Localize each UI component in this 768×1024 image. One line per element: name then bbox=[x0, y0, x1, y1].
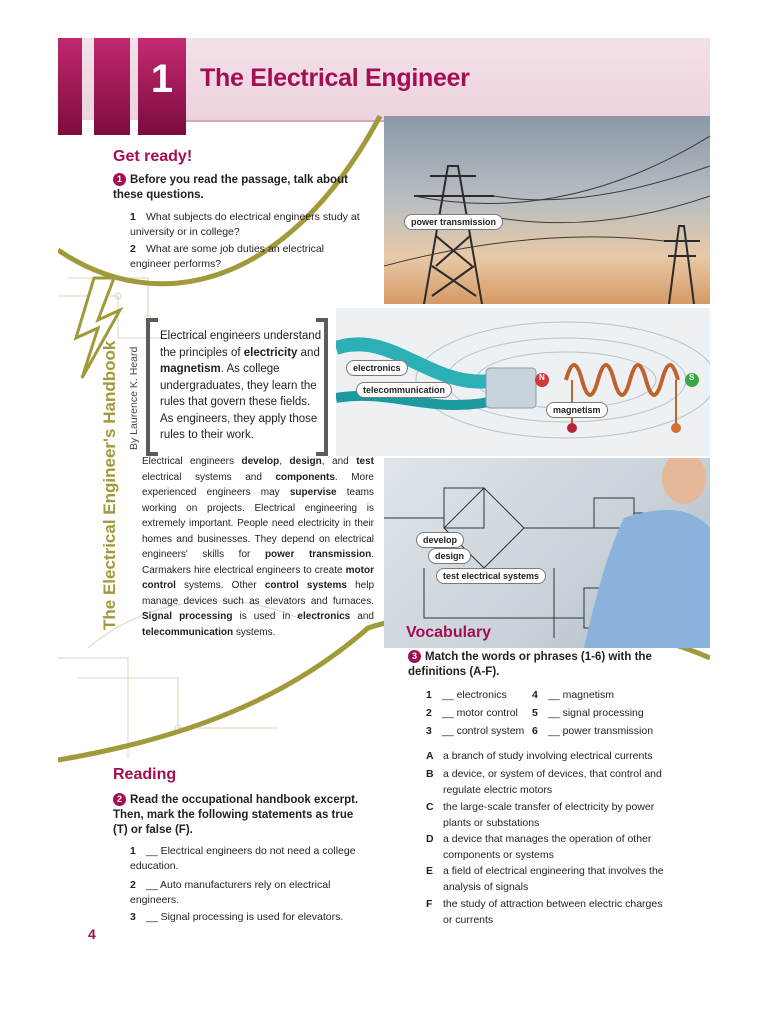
statement-text: __ Signal processing is used for elevators. bbox=[146, 911, 344, 923]
north-pole-label: N bbox=[539, 373, 545, 382]
handbook-title: The Electrical Engineer's Handbook bbox=[100, 340, 119, 630]
handbook-side-title bbox=[100, 341, 120, 630]
page-number: 4 bbox=[88, 926, 96, 942]
bold-term: electronics bbox=[297, 611, 351, 622]
vocabulary-item bbox=[532, 688, 614, 703]
bold-term: electricity bbox=[243, 346, 298, 359]
bold-term: supervise bbox=[289, 487, 337, 498]
definition-text: a field of electrical engineering that involves the analysis of signals bbox=[443, 865, 664, 893]
step-number: 3 bbox=[408, 650, 421, 663]
bold-term: components bbox=[275, 471, 335, 483]
definition-letter: C bbox=[426, 801, 434, 813]
item-text: __ motor control bbox=[442, 707, 518, 719]
definition-text: the study of attraction between electric charges or currents bbox=[443, 898, 663, 926]
step-number: 1 bbox=[113, 173, 126, 186]
bold-term: design bbox=[289, 456, 322, 467]
text-run: . More experienced engineers may bbox=[142, 471, 374, 498]
definition-letter: E bbox=[426, 865, 434, 877]
statement-number: 2 bbox=[130, 879, 136, 891]
label-telecommunication: telecommunication bbox=[356, 382, 452, 398]
bold-term: magnetism bbox=[160, 363, 221, 375]
item-text: __ electronics bbox=[442, 689, 507, 701]
instruction-text: Read the occupational handbook excerpt. Then, mark the following statements as true (T) or false (F). bbox=[113, 794, 359, 836]
text-run: and bbox=[297, 346, 320, 359]
definition-letter: F bbox=[426, 898, 433, 910]
south-pole-label: S bbox=[689, 373, 695, 382]
text-run: systems. bbox=[233, 626, 276, 638]
step-number: 2 bbox=[113, 793, 126, 806]
definition-text: a branch of study involving electrical currents bbox=[443, 750, 653, 762]
statement-number: 3 bbox=[130, 911, 136, 923]
question-item bbox=[130, 242, 360, 272]
get-ready-instruction bbox=[113, 173, 358, 203]
statement-text: __ Auto manufacturers rely on electrical engineers. bbox=[130, 879, 331, 906]
definition-item bbox=[426, 800, 666, 831]
instruction-text: Before you read the passage, talk about these questions. bbox=[113, 174, 348, 201]
vocabulary-item bbox=[532, 706, 644, 721]
handbook-quote bbox=[160, 328, 325, 444]
magnetism-photo bbox=[336, 308, 710, 456]
get-ready-heading: Get ready! bbox=[113, 148, 193, 165]
quote-bracket-left bbox=[146, 318, 158, 456]
text-run: , bbox=[279, 456, 290, 467]
bold-term: develop bbox=[241, 456, 280, 467]
definition-item bbox=[426, 749, 666, 765]
text-run: help manage devices such as elevators and furnaces. bbox=[142, 580, 375, 607]
handbook-author bbox=[124, 347, 142, 450]
question-number: 2 bbox=[130, 243, 136, 255]
vocabulary-item bbox=[426, 706, 518, 721]
engineer-schematic-photo bbox=[384, 458, 710, 648]
definition-letter: D bbox=[426, 833, 434, 845]
text-run: electrical systems and bbox=[142, 471, 276, 483]
label-test-electrical-systems: test electrical systems bbox=[436, 568, 546, 584]
question-number: 1 bbox=[130, 211, 136, 223]
bold-term: power transmission bbox=[264, 549, 372, 560]
handbook-excerpt bbox=[142, 454, 374, 640]
text-run: is used in bbox=[232, 611, 298, 622]
vocabulary-item bbox=[532, 724, 653, 739]
definition-text: the large-scale transfer of electricity by power plants or substations bbox=[443, 801, 655, 829]
item-text: __ signal processing bbox=[548, 707, 644, 719]
question-item bbox=[130, 210, 360, 240]
text-run: Electrical engineers bbox=[142, 456, 242, 467]
bold-term: test bbox=[356, 456, 374, 467]
statement-item bbox=[130, 844, 370, 874]
question-text: What are some job duties an electrical engineer performs? bbox=[130, 243, 325, 270]
reading-instruction bbox=[113, 793, 368, 838]
vocabulary-heading: Vocabulary bbox=[406, 624, 492, 641]
statement-text: __ Electrical engineers do not need a college education. bbox=[130, 845, 356, 872]
text-run: . Carmakers hire electrical engineers to create bbox=[142, 549, 374, 576]
unit-title: The Electrical Engineer bbox=[200, 64, 470, 92]
statement-number: 1 bbox=[130, 845, 136, 857]
bold-term: control systems bbox=[264, 580, 347, 591]
statement-item bbox=[130, 910, 370, 925]
vocabulary-item bbox=[426, 724, 524, 739]
vocabulary-instruction bbox=[408, 650, 668, 680]
instruction-text: Match the words or phrases (1-6) with the definitions (A-F). bbox=[408, 651, 652, 678]
text-run: teams working on projects. Electrical engineering is extremely important. People need electricity in their homes and businesses. They depend on electrical engineers' skills for bbox=[142, 487, 374, 560]
bold-term: telecommunication bbox=[142, 626, 234, 638]
item-number: 1 bbox=[426, 689, 432, 701]
text-run: Electrical engineers understand the principles of bbox=[160, 330, 322, 359]
textbook-page bbox=[58, 38, 710, 948]
item-number: 5 bbox=[532, 707, 538, 719]
unit-number: 1 bbox=[138, 38, 186, 135]
definition-text: a device, or system of devices, that control and regulate electric motors bbox=[443, 768, 662, 796]
reading-heading: Reading bbox=[113, 766, 177, 783]
bold-term: motor control bbox=[142, 564, 374, 591]
statement-item bbox=[130, 878, 370, 908]
label-magnetism: magnetism bbox=[546, 402, 608, 418]
definition-text: a device that manages the operation of other components or systems bbox=[443, 833, 652, 861]
definition-item bbox=[426, 864, 666, 895]
definition-item bbox=[426, 832, 666, 863]
definition-letter: A bbox=[426, 750, 434, 762]
label-power-transmission: power transmission bbox=[404, 214, 503, 230]
item-text: __ power transmission bbox=[548, 725, 654, 737]
definition-letter: B bbox=[426, 768, 434, 780]
item-number: 4 bbox=[532, 689, 538, 701]
definition-item bbox=[426, 897, 666, 928]
definition-item bbox=[426, 767, 666, 798]
label-develop: develop bbox=[416, 532, 464, 548]
power-transmission-photo bbox=[384, 116, 710, 304]
item-text: __ magnetism bbox=[548, 689, 614, 701]
author-text: By Laurence K. Heard bbox=[128, 346, 140, 450]
text-run: systems. Other bbox=[175, 580, 265, 591]
text-run: , and bbox=[321, 456, 357, 467]
item-number: 3 bbox=[426, 725, 432, 737]
item-number: 2 bbox=[426, 707, 432, 719]
label-electronics: electronics bbox=[346, 360, 408, 376]
power-pylon-illustration bbox=[384, 116, 710, 304]
question-text: What subjects do electrical engineers study at university or in college? bbox=[130, 211, 360, 238]
text-run: and bbox=[350, 611, 374, 622]
item-text: __ control system bbox=[442, 725, 525, 737]
text-run: . As college undergraduates, they learn the rules that govern these fields. As engineers, they apply those rules to their work. bbox=[160, 363, 318, 441]
label-design: design bbox=[428, 548, 471, 564]
vocabulary-item bbox=[426, 688, 507, 703]
item-number: 6 bbox=[532, 725, 538, 737]
bold-term: Signal processing bbox=[142, 611, 233, 622]
